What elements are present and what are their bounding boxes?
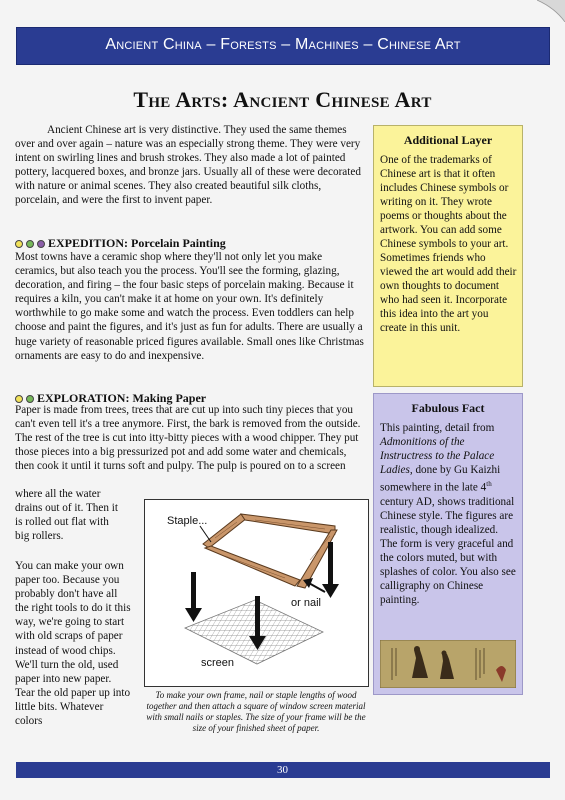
green-dot-icon	[26, 240, 34, 248]
page-curl-icon	[537, 0, 565, 22]
intro-paragraph: Ancient Chinese art is very distinctive. They used the same themes over and over again – nature was an especially strong theme. They were very intent on swirling lines and brush strokes. They also made a lot of painted pottery, lacquered boxes, and bronze jars. Usually all of these were decorated with nature or animal scenes. They also created beautiful silk cloths, porcelain, and were the first to invent paper.	[15, 124, 361, 207]
wood-frame-icon	[203, 514, 337, 588]
additional-layer-title: Additional Layer	[403, 133, 493, 147]
exploration-heading: EXPLORATION: Making Paper	[37, 391, 207, 405]
exploration-paragraph-continued: where all the water drains out of it. Then it is rolled out flat with big rollers.	[15, 488, 118, 543]
expedition-paragraph: Most towns have a ceramic shop where they'll not only let you make ceramics, but also teach you the process. You'll see the forming, glazing, decoration, and firing – the four basic steps of porcelain making. Because it requires a kiln, you can't make it at home on your own. It's definitely worthwhile to go make some and watch the process. Even toddlers can help choose and paint the figures, and it's just as fun for adults. There are usually a huge variety of reasonable priced figures available. Small ones like Christmas ornaments are easy to do and inexpensive.	[15, 251, 364, 362]
fact-text-part: century AD, shows traditional Chinese style. The figures are realistic, though idealized. The form is very graceful and the colors muted, but with splashes of color. You also see calligraphy on Chinese painting.	[380, 495, 516, 606]
fabulous-fact-text	[380, 421, 517, 607]
expedition-heading-row	[15, 236, 226, 251]
window-screen-mesh	[185, 600, 323, 664]
header-banner	[16, 27, 550, 65]
additional-layer-box	[373, 125, 523, 387]
additional-layer-text: One of the trademarks of Chinese art is that it often includes Chinese symbols or writing on it. They wrote poems or thoughts about the artwork. You can add some Chinese symbols to your art. Sometimes friends who viewed the art would add their own thoughts to document who had seen it. Incorporate this idea into the art you create in this unit.	[380, 154, 517, 334]
fact-text-part: done by Gu Kaizhi somewhere in the late 4	[380, 464, 501, 494]
make-paper-paragraph: You can make your own paper too. Because you probably don't have all the right tools to do it this way, we're going to start with old scraps of paper instead of wood chips. We'll turn the old, used paper into new paper. Tear the old paper up into little bits. Whatever colors	[15, 560, 131, 728]
expedition-heading: EXPEDITION: Porcelain Painting	[48, 236, 226, 250]
chinese-painting-image	[380, 640, 516, 688]
ordinal-suffix: th	[486, 480, 492, 488]
fabulous-fact-title: Fabulous Fact	[411, 401, 485, 415]
yellow-dot-icon	[15, 240, 23, 248]
frame-illustration	[145, 500, 367, 685]
paper-frame-figure	[144, 499, 369, 687]
nail-label: or nail	[291, 597, 321, 609]
page-title: The Arts: Ancient Chinese Art	[133, 87, 432, 112]
purple-dot-icon	[37, 240, 45, 248]
page-number: 30	[277, 764, 288, 776]
staple-label: Staple...	[167, 515, 208, 527]
screen-label: screen	[201, 657, 235, 669]
banner-title: Ancient China – Forests – Machines – Chinese Art	[105, 36, 461, 53]
green-dot-icon	[26, 395, 34, 403]
fact-text-part: This painting, detail from	[380, 422, 495, 434]
yellow-dot-icon	[15, 395, 23, 403]
painting-title: Admonitions of the Instructress to the Palace Ladies,	[380, 436, 495, 476]
exploration-paragraph: Paper is made from trees, trees that are cut up into such tiny pieces that you can't even tell it's a tree anymore. First, the bark is removed from the outside. The rest of the tree is cut into itty-bitty pieces with a wood chipper. They put those pieces into a big pressurized pot and add some water and chemicals, then cook it until it turns soft and pulpy. The pulp is poured on to a screen	[15, 404, 361, 473]
figure-caption: To make your own frame, nail or staple lengths of wood together and then attach a square of window screen material with small nails or staples. The size of your frame will be the size of your finished sheet of paper.	[146, 690, 366, 733]
